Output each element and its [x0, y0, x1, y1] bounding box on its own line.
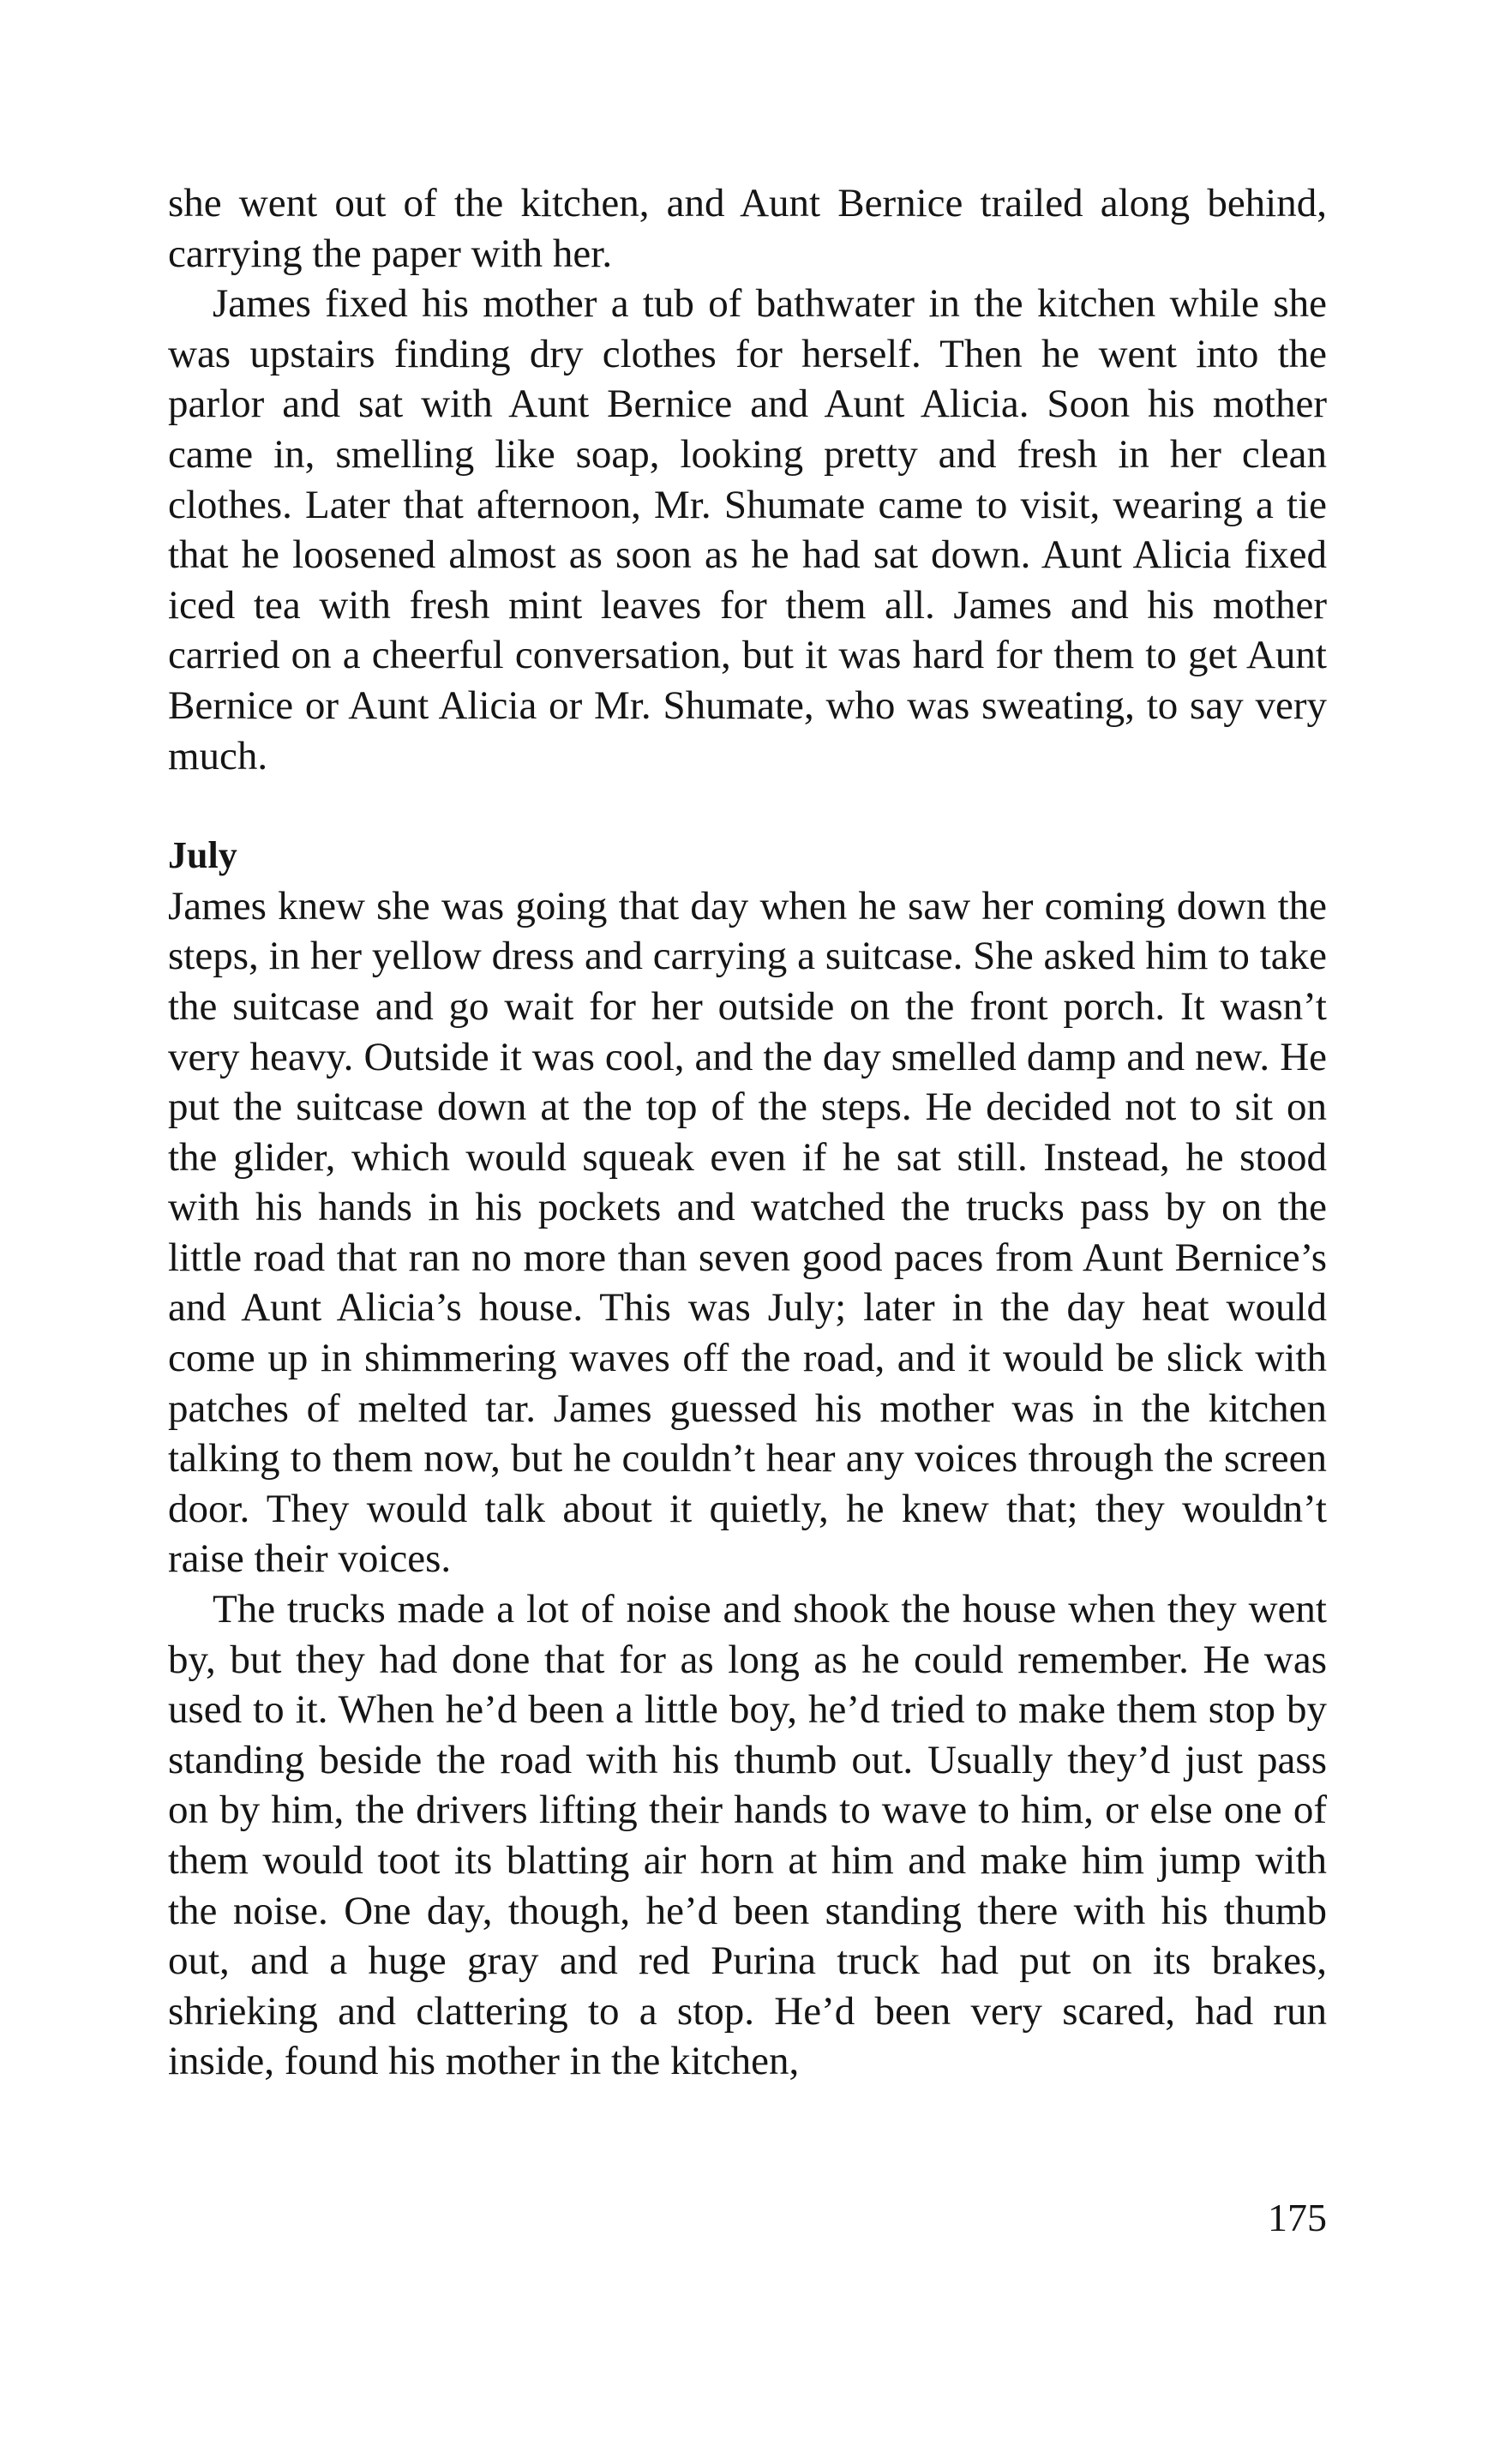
paragraph-continued: she went out of the kitchen, and Aunt Bernice trailed along behind, carrying the paper with her.: [168, 181, 1327, 276]
page-number: 175: [1268, 2196, 1327, 2239]
paragraph-july-opening: James knew she was going that day when he saw her coming down the steps, in her yellow dress and carrying a suitcase. She asked him to take the suitcase and go wait for her outside on the front porch. It wasn’t very heavy. Outside it was cool, and the day smelled damp and new. He put the suitcase down at the top of the steps. He decided not to sit on the glider, which would squeak even if he sat still. Instead, he stood with his hands in his pockets and watched the trucks pass by on the little road that ran no more than seven good paces from Aunt Bernice’s and Aunt Alicia’s house. This was July; later in the day heat would come up in shimmering waves off the road, and it would be slick with patches of melted tar. James guessed his mother was in the kitchen talking to them now, but he couldn’t hear any voices through the screen door. They would talk about it quietly, he knew that; they wouldn’t raise their voices.: [168, 883, 1327, 1582]
body-text: [168, 178, 1327, 2087]
paragraph-trucks: The trucks made a lot of noise and shook the house when they went by, but they had done that for as long as he could remember. He was used to it. When he’d been a little boy, he’d tried to make them stop by standing beside the road with his thumb out. Usually they’d just pass on by him, the drivers lifting their hands to wave to him, or else one of them would toot its blatting air horn at him and make him jump with the noise. One day, though, he’d been standing there with his thumb out, and a huge gray and red Purina truck had put on its brakes, shrieking and clattering to a stop. He’d been very scared, had run inside, found his mother in the kitchen,: [168, 1587, 1327, 2084]
section-heading: July: [168, 834, 237, 877]
paragraph-bathwater: James fixed his mother a tub of bathwater in the kitchen while she was upstairs finding dry clothes for herself. Then he went into the parlor and sat with Aunt Bernice and Aunt Alicia. Soon his mother came in, smelling like soap, looking pretty and fresh in her clean clothes. Later that afternoon, Mr. Shumate came to visit, wearing a tie that he loosened almost as soon as he had sat down. Aunt Alicia fixed iced tea with fresh mint leaves for them all. James and his mother carried on a cheerful conversation, but it was hard for them to get Aunt Bernice or Aunt Alicia or Mr. Shumate, who was sweating, to say very much.: [168, 281, 1327, 778]
